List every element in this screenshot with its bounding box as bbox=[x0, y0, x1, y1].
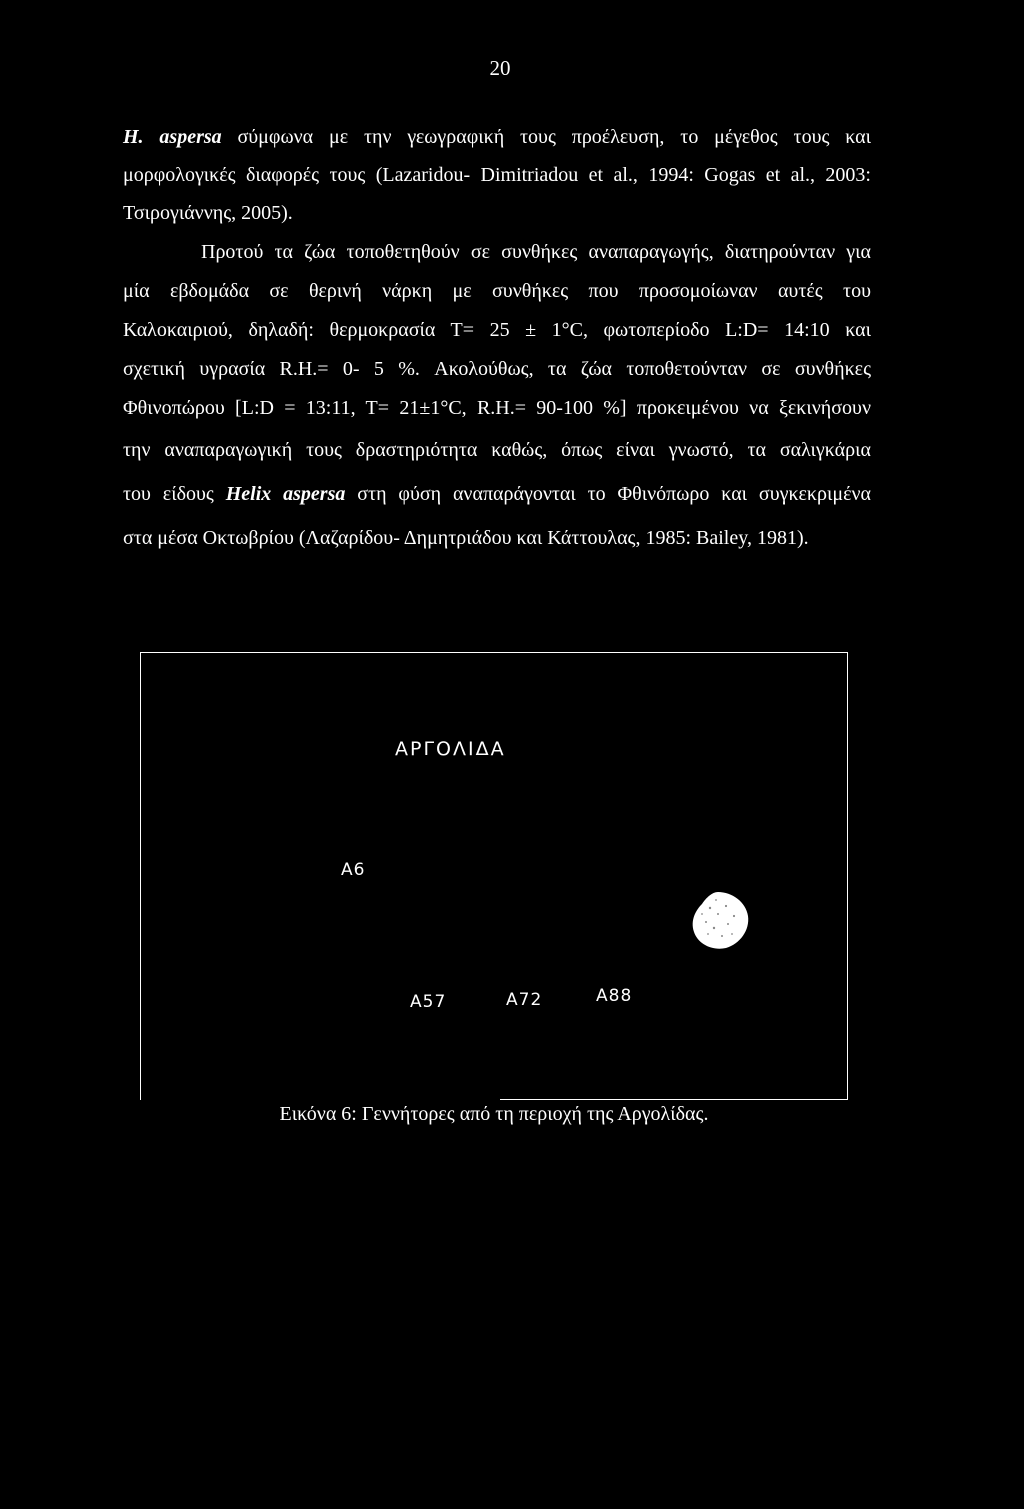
page-number: 20 bbox=[489, 56, 511, 80]
paragraph-1-line-2: μορφολογικές διαφορές τους (Lazaridou- Dimitriadou et al., 1994: Gogas et al., 2003: bbox=[123, 164, 871, 186]
paragraph-2-line-2: μία εβδομάδα σε θερινή νάρκη με συνθήκες που προσομοίωναν αυτές του bbox=[123, 280, 871, 302]
frame-right-border bbox=[847, 652, 848, 1100]
paragraph-2-line-8: στα μέσα Οκτωβρίου (Λαζαρίδου- Δημητριάδου και Κάττουλας, 1985: Bailey, 1981). bbox=[123, 527, 809, 549]
site-label-a6: Α6 bbox=[341, 860, 366, 880]
paragraph-2-line-3: Καλοκαιριού, δηλαδή: θερμοκρασία Τ= 25 ± 1°C, φωτοπερίοδο L:D= 14:10 και bbox=[123, 319, 871, 341]
paragraph-2-line-6: την αναπαραγωγική τους δραστηριότητα καθώς, όπως είναι γνωστό, τα σαλιγκάρια bbox=[123, 439, 871, 461]
paragraph-2-line-1: Προτού τα ζώα τοποθετηθούν σε συνθήκες αναπαραγωγής, διατηρούνταν για bbox=[201, 241, 871, 263]
paragraph-1-line-3: Τσιρογιάννης, 2005). bbox=[123, 202, 293, 224]
site-label-a88: Α88 bbox=[596, 986, 633, 1006]
map-region-title: ΑΡΓΟΛΙΔΑ bbox=[395, 738, 506, 760]
paragraph-2-line-7-start: του είδους bbox=[123, 483, 214, 505]
paragraph-2-line-7 bbox=[123, 472, 871, 516]
frame-left-border bbox=[140, 652, 141, 1100]
species-name: H. aspersa bbox=[123, 126, 222, 148]
figure-caption: Εικόνα 6: Γεννήτορες από τη περιοχή της Αργολίδας. bbox=[279, 1103, 709, 1125]
paragraph-1-line-1 bbox=[123, 118, 871, 156]
map-figure bbox=[140, 652, 848, 1100]
site-label-a57: Α57 bbox=[410, 992, 447, 1012]
frame-top-border bbox=[140, 652, 848, 653]
site-label-a72: Α72 bbox=[506, 990, 543, 1010]
paragraph-1-line-1-text: σύμφωνα με την γεωγραφική τους προέλευση, το μέγεθος τους και bbox=[237, 126, 872, 148]
paragraph-2-line-7-end: στη φύση αναπαράγονται το Φθινόπωρο και συγκεκριμένα bbox=[357, 483, 872, 505]
species-name-full: Helix aspersa bbox=[225, 483, 346, 505]
island-shape bbox=[688, 888, 752, 952]
frame-bottom-border bbox=[500, 1099, 848, 1100]
paragraph-1 bbox=[123, 118, 871, 232]
paragraph-2-line-4: σχετική υγρασία R.H.= 0- 5 %. Ακολούθως, τα ζώα τοποθετούνταν σε συνθήκες bbox=[123, 358, 871, 380]
paragraph-2-line-5: Φθινοπώρου [L:D = 13:11, T= 21±1°C, R.H.= 90-100 %] προκειμένου να ξεκινήσουν bbox=[123, 397, 871, 419]
paragraph-2 bbox=[123, 233, 871, 560]
